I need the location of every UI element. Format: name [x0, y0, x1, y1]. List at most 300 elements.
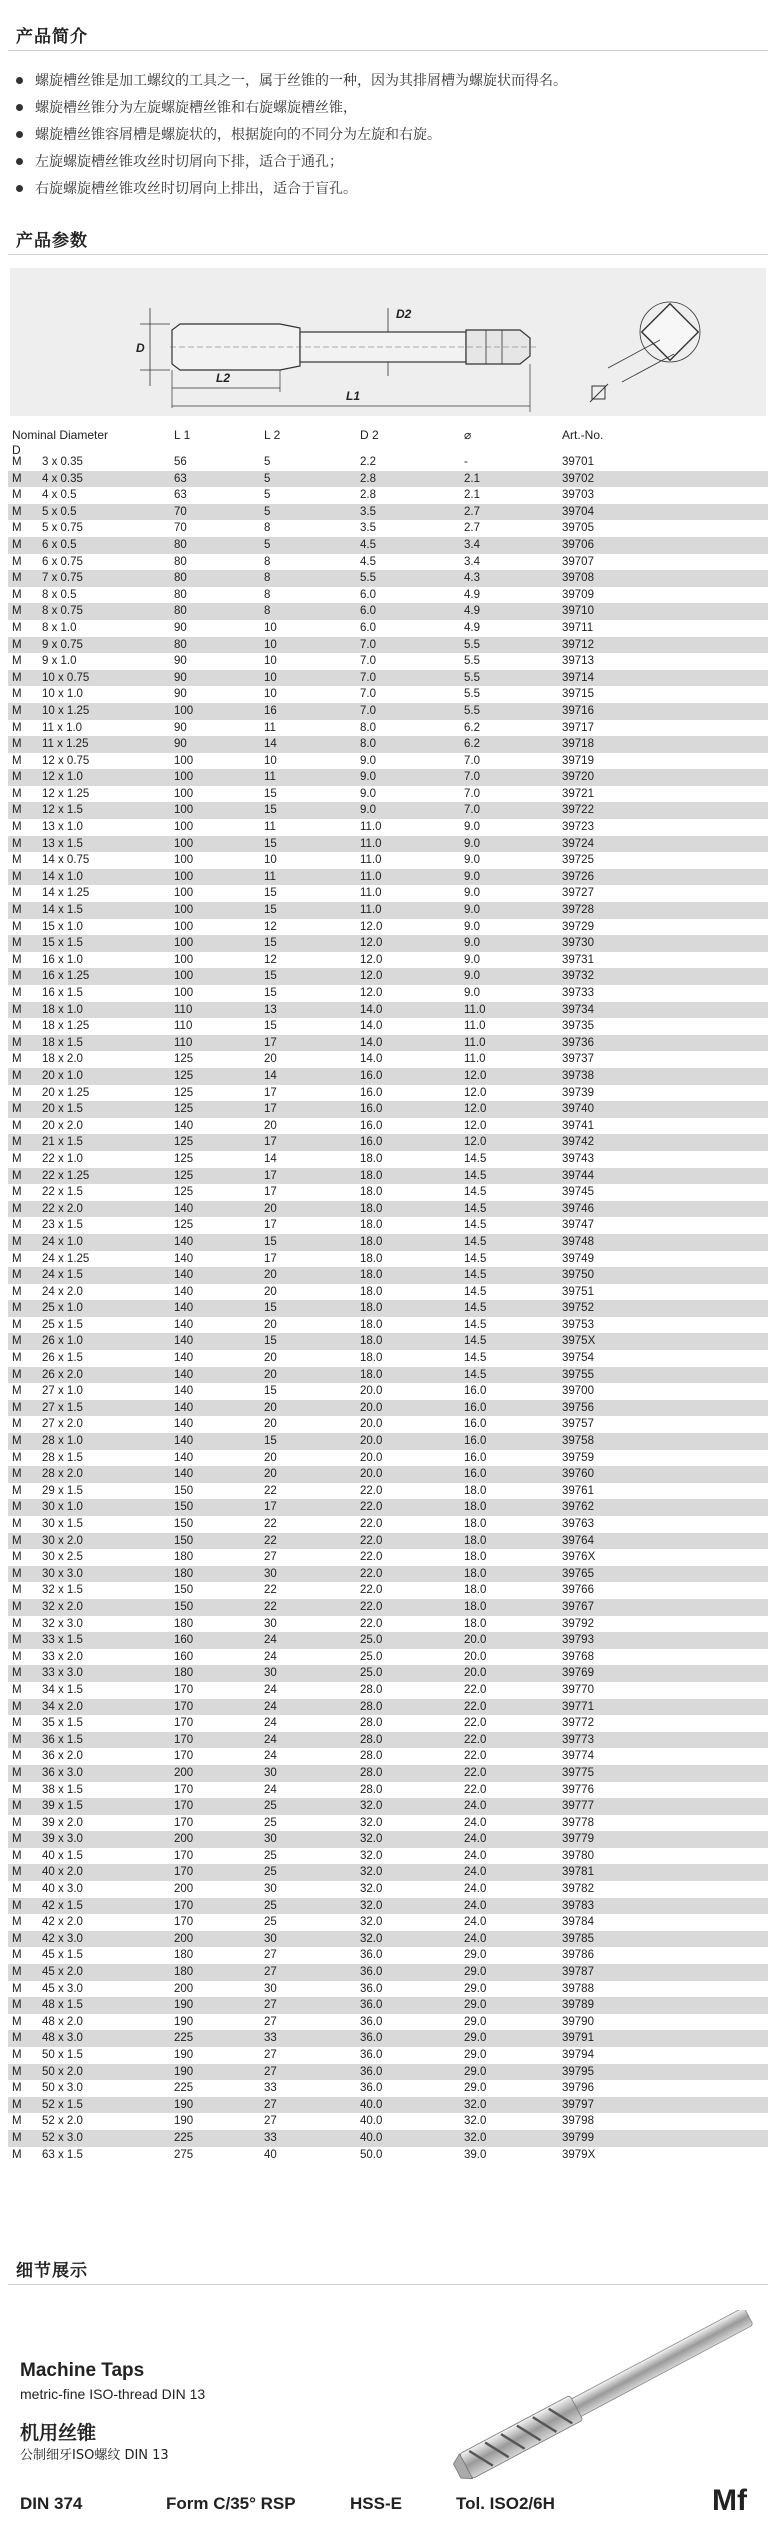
- cell-diameter: 22 x 1.5: [42, 1186, 83, 1199]
- cell-l2: 17: [264, 1169, 277, 1182]
- table-row: [8, 836, 768, 853]
- cell-l2: 20: [264, 1418, 277, 1431]
- cell-l1: 190: [174, 2015, 194, 2028]
- cell-diameter: 40 x 3.0: [42, 1883, 83, 1896]
- cell-square: 16.0: [464, 1418, 487, 1431]
- cell-square: 3.4: [464, 555, 480, 568]
- cell-prefix: M: [12, 1634, 22, 1647]
- cell-art-no: 39790: [562, 2015, 594, 2028]
- cell-l2: 20: [264, 1119, 277, 1132]
- cell-l1: 70: [174, 522, 187, 535]
- cell-diameter: 48 x 1.5: [42, 1999, 83, 2012]
- cell-art-no: 39775: [562, 1766, 594, 1779]
- table-row: [8, 554, 768, 571]
- intro-item-text: 螺旋槽丝锥是加工螺纹的工具之一，属于丝锥的一种，因为其排屑槽为螺旋状而得名。: [35, 73, 567, 89]
- table-row: [8, 2147, 768, 2164]
- cell-d2: 36.0: [360, 1966, 383, 1979]
- cell-prefix: M: [12, 904, 22, 917]
- cell-d2: 18.0: [360, 1335, 383, 1348]
- cell-diameter: 20 x 1.5: [42, 1103, 83, 1116]
- cell-l2: 15: [264, 887, 277, 900]
- cell-square: 24.0: [464, 1883, 487, 1896]
- cell-l1: 275: [174, 2148, 194, 2161]
- cell-square: 7.0: [464, 754, 480, 767]
- cell-l2: 17: [264, 1219, 277, 1232]
- cell-prefix: M: [12, 1252, 22, 1265]
- cell-square: 2.7: [464, 505, 480, 518]
- cell-l2: 25: [264, 1849, 277, 1862]
- cell-diameter: 10 x 0.75: [42, 671, 90, 684]
- intro-list: [16, 68, 766, 203]
- cell-l2: 10: [264, 671, 277, 684]
- cell-prefix: M: [12, 837, 22, 850]
- table-row: [8, 1981, 768, 1998]
- cell-l2: 8: [264, 572, 271, 585]
- cell-prefix: M: [12, 1103, 22, 1116]
- cell-art-no: 39781: [562, 1866, 594, 1879]
- header-nominal: Nominal Diameter: [12, 428, 109, 442]
- cell-d2: 5.5: [360, 572, 376, 585]
- cell-square: 29.0: [464, 1982, 487, 1995]
- cell-prefix: M: [12, 870, 22, 883]
- cell-prefix: M: [12, 1202, 22, 1215]
- cell-l2: 15: [264, 1435, 277, 1448]
- table-row: [8, 637, 768, 654]
- cell-l1: 140: [174, 1451, 194, 1464]
- cell-prefix: M: [12, 1219, 22, 1232]
- cell-diameter: 48 x 2.0: [42, 2015, 83, 2028]
- cell-l2: 24: [264, 1650, 277, 1663]
- cell-square: 14.5: [464, 1202, 487, 1215]
- cell-diameter: 18 x 1.5: [42, 1036, 83, 1049]
- cell-diameter: 39 x 1.5: [42, 1800, 83, 1813]
- table-row: [8, 1798, 768, 1815]
- cell-prefix: M: [12, 970, 22, 983]
- cell-d2: 12.0: [360, 953, 383, 966]
- cell-art-no: 39703: [562, 489, 594, 502]
- cell-diameter: 30 x 1.5: [42, 1518, 83, 1530]
- cell-d2: 36.0: [360, 1982, 383, 1995]
- cell-prefix: M: [12, 605, 22, 618]
- cell-d2: 11.0: [360, 870, 382, 883]
- table-row: [8, 786, 768, 803]
- cell-art-no: 39735: [562, 1020, 594, 1033]
- table-row: [8, 2014, 768, 2031]
- cell-square: 29.0: [464, 2082, 487, 2095]
- cell-square: 24.0: [464, 1800, 487, 1813]
- cell-art-no: 39742: [562, 1136, 594, 1149]
- cell-diameter: 52 x 1.5: [42, 2098, 83, 2111]
- cell-d2: 9.0: [360, 804, 376, 817]
- cell-l1: 80: [174, 605, 187, 618]
- table-row: [8, 1300, 768, 1317]
- cell-diameter: 11 x 1.25: [42, 738, 89, 751]
- cell-prefix: M: [12, 721, 22, 734]
- cell-square: 2.1: [464, 472, 480, 485]
- cell-diameter: 42 x 3.0: [42, 1932, 83, 1945]
- cell-l1: 190: [174, 2115, 194, 2128]
- cell-diameter: 28 x 1.0: [42, 1435, 83, 1448]
- cell-l1: 170: [174, 1717, 194, 1730]
- cell-d2: 14.0: [360, 1003, 383, 1016]
- cell-l1: 100: [174, 821, 194, 834]
- table-row: [8, 736, 768, 753]
- cell-l2: 15: [264, 904, 277, 917]
- cell-l2: 5: [264, 456, 271, 468]
- cell-l1: 100: [174, 854, 194, 867]
- cell-square: 16.0: [464, 1401, 487, 1414]
- dim-d-label: D: [136, 341, 145, 355]
- cell-art-no: 39719: [562, 754, 594, 767]
- cell-l1: 100: [174, 920, 194, 933]
- cell-diameter: 26 x 1.5: [42, 1352, 83, 1365]
- cell-square: 24.0: [464, 1849, 487, 1862]
- cell-l1: 125: [174, 1053, 194, 1066]
- cell-diameter: 22 x 2.0: [42, 1202, 83, 1215]
- cell-prefix: M: [12, 2065, 22, 2078]
- cell-prefix: M: [12, 1866, 22, 1879]
- cell-prefix: M: [12, 2098, 22, 2111]
- cell-square: 2.7: [464, 522, 480, 535]
- cell-l2: 15: [264, 970, 277, 983]
- cell-d2: 22.0: [360, 1484, 383, 1497]
- cell-diameter: 30 x 1.0: [42, 1501, 83, 1514]
- cell-l1: 90: [174, 688, 187, 701]
- table-row: [8, 1035, 768, 1052]
- cell-art-no: 39741: [562, 1119, 594, 1132]
- cell-art-no: 39739: [562, 1086, 594, 1099]
- cell-d2: 32.0: [360, 1800, 383, 1813]
- cell-art-no: 39705: [562, 522, 594, 535]
- cell-diameter: 10 x 1.0: [42, 688, 83, 701]
- cell-l1: 180: [174, 1966, 194, 1979]
- cell-square: 9.0: [464, 837, 480, 850]
- cell-d2: 18.0: [360, 1368, 383, 1381]
- cell-prefix: M: [12, 1484, 22, 1497]
- cell-art-no: 39766: [562, 1584, 594, 1597]
- cell-square: 22.0: [464, 1733, 487, 1746]
- cell-square: 18.0: [464, 1584, 487, 1597]
- cell-l1: 170: [174, 1750, 194, 1763]
- table-row: [8, 2064, 768, 2081]
- table-header: [8, 424, 768, 457]
- cell-prefix: M: [12, 1733, 22, 1746]
- cell-d2: 16.0: [360, 1086, 383, 1099]
- cell-d2: 50.0: [360, 2148, 383, 2161]
- cell-art-no: 39791: [562, 2032, 594, 2045]
- cell-square: 14.5: [464, 1368, 487, 1381]
- table-row: [8, 1682, 768, 1699]
- cell-diameter: 27 x 1.5: [42, 1401, 83, 1414]
- cell-art-no: 39729: [562, 920, 594, 933]
- table-row: [8, 1018, 768, 1035]
- cell-prefix: M: [12, 1152, 22, 1165]
- cell-l1: 125: [174, 1086, 194, 1099]
- cell-d2: 18.0: [360, 1285, 383, 1298]
- cell-prefix: M: [12, 1086, 22, 1099]
- cell-d2: 8.0: [360, 721, 376, 734]
- cell-square: 39.0: [464, 2148, 487, 2161]
- cell-diameter: 27 x 1.0: [42, 1385, 83, 1398]
- cell-prefix: M: [12, 1136, 22, 1149]
- cell-art-no: 39798: [562, 2115, 594, 2128]
- cell-art-no: 39773: [562, 1733, 594, 1746]
- cell-l1: 100: [174, 953, 194, 966]
- cell-l2: 12: [264, 920, 277, 933]
- spec-material: HSS-E: [350, 2494, 402, 2513]
- cell-square: 29.0: [464, 1999, 487, 2012]
- cell-square: 5.5: [464, 704, 480, 717]
- product-sub-en: metric-fine ISO-thread DIN 13: [20, 2386, 206, 2402]
- cell-l1: 170: [174, 1866, 194, 1879]
- cell-diameter: 11 x 1.0: [42, 721, 83, 734]
- cell-d2: 22.0: [360, 1534, 383, 1547]
- cell-d2: 40.0: [360, 2098, 383, 2111]
- cell-art-no: 39789: [562, 1999, 594, 2012]
- cell-l2: 24: [264, 1634, 277, 1647]
- cell-l2: 30: [264, 1567, 277, 1580]
- cell-prefix: M: [12, 1352, 22, 1365]
- cell-diameter: 16 x 1.0: [42, 953, 83, 966]
- cell-art-no: 39799: [562, 2131, 594, 2144]
- header-d2: D 2: [360, 428, 379, 442]
- cell-l1: 200: [174, 1833, 194, 1846]
- cell-l1: 140: [174, 1269, 194, 1282]
- cell-art-no: 39744: [562, 1169, 594, 1182]
- cell-prefix: M: [12, 1916, 22, 1929]
- table-row: [8, 2130, 768, 2147]
- table-row: [8, 1201, 768, 1218]
- cell-l2: 14: [264, 738, 277, 751]
- table-row: [8, 1732, 768, 1749]
- cell-diameter: 32 x 2.0: [42, 1600, 83, 1613]
- cell-art-no: 3975X: [562, 1335, 596, 1348]
- cell-l2: 20: [264, 1401, 277, 1414]
- cell-d2: 11.0: [360, 821, 382, 834]
- cell-l1: 190: [174, 2098, 194, 2111]
- cell-square: 24.0: [464, 1932, 487, 1945]
- cell-l1: 140: [174, 1318, 194, 1331]
- cell-art-no: 39743: [562, 1152, 594, 1165]
- cell-diameter: 24 x 1.0: [42, 1235, 83, 1248]
- cell-diameter: 9 x 0.75: [42, 638, 83, 651]
- cell-l1: 160: [174, 1650, 194, 1663]
- cell-art-no: 39736: [562, 1036, 594, 1049]
- cell-l2: 27: [264, 2065, 277, 2078]
- cell-square: 9.0: [464, 987, 480, 999]
- cell-d2: 18.0: [360, 1219, 383, 1232]
- cell-art-no: 39787: [562, 1966, 594, 1979]
- cell-prefix: M: [12, 887, 22, 900]
- table-row: [8, 902, 768, 919]
- table-row: [8, 1416, 768, 1433]
- cell-l2: 25: [264, 1866, 277, 1879]
- tap-dimension-diagram: [10, 268, 766, 416]
- cell-prefix: M: [12, 1783, 22, 1796]
- cell-l1: 170: [174, 1849, 194, 1862]
- cell-square: 14.5: [464, 1186, 487, 1199]
- cell-diameter: 45 x 3.0: [42, 1982, 83, 1995]
- cell-square: 3.4: [464, 538, 480, 551]
- table-row: [8, 1466, 768, 1483]
- cell-l1: 100: [174, 987, 194, 999]
- intro-item: [16, 176, 766, 203]
- cell-l2: 27: [264, 2115, 277, 2128]
- cell-square: 29.0: [464, 2032, 487, 2045]
- bullet-icon: [16, 185, 23, 192]
- cell-l1: 140: [174, 1285, 194, 1298]
- cell-prefix: M: [12, 953, 22, 966]
- table-row: [8, 1947, 768, 1964]
- cell-l2: 24: [264, 1750, 277, 1763]
- cell-art-no: 39767: [562, 1600, 594, 1613]
- cell-l2: 10: [264, 655, 277, 668]
- cell-prefix: M: [12, 1534, 22, 1547]
- cell-l1: 170: [174, 1916, 194, 1929]
- cell-d2: 18.0: [360, 1152, 383, 1165]
- cell-square: 6.2: [464, 738, 480, 751]
- detail-divider: [8, 2284, 768, 2285]
- cell-square: 18.0: [464, 1518, 487, 1530]
- cell-prefix: M: [12, 787, 22, 800]
- cell-l2: 24: [264, 1683, 277, 1696]
- cell-diameter: 18 x 1.0: [42, 1003, 83, 1016]
- cell-art-no: 39783: [562, 1899, 594, 1912]
- table-row: [8, 1433, 768, 1450]
- cell-d2: 18.0: [360, 1318, 383, 1331]
- cell-art-no: 39730: [562, 937, 594, 950]
- cell-l1: 100: [174, 904, 194, 917]
- cell-art-no: 39710: [562, 605, 594, 618]
- cell-art-no: 39715: [562, 688, 594, 701]
- intro-item: [16, 149, 766, 176]
- cell-art-no: 39709: [562, 588, 594, 601]
- cell-square: 14.5: [464, 1269, 487, 1282]
- cell-l1: 180: [174, 1567, 194, 1580]
- cell-prefix: M: [12, 472, 22, 485]
- cell-square: 32.0: [464, 2098, 487, 2111]
- cell-art-no: 39745: [562, 1186, 594, 1199]
- spec-tolerance: Tol. ISO2/6H: [456, 2494, 555, 2513]
- cell-art-no: 39760: [562, 1468, 594, 1481]
- cell-l2: 14: [264, 1069, 277, 1082]
- cell-l1: 170: [174, 1783, 194, 1796]
- cell-l1: 80: [174, 555, 187, 568]
- cell-prefix: M: [12, 1667, 22, 1680]
- cell-l1: 200: [174, 1766, 194, 1779]
- table-row: [8, 1085, 768, 1102]
- cell-square: 14.5: [464, 1302, 487, 1315]
- cell-prefix: M: [12, 1883, 22, 1896]
- cell-diameter: 32 x 3.0: [42, 1617, 83, 1630]
- table-row: [8, 720, 768, 737]
- cell-square: 18.0: [464, 1551, 487, 1564]
- cell-l1: 140: [174, 1119, 194, 1132]
- cell-d2: 40.0: [360, 2131, 383, 2144]
- table-row: [8, 1516, 768, 1533]
- cell-l1: 140: [174, 1202, 194, 1215]
- cell-diameter: 21 x 1.5: [42, 1136, 83, 1149]
- cell-d2: 32.0: [360, 1883, 383, 1896]
- table-row: [8, 968, 768, 985]
- cell-d2: 20.0: [360, 1451, 383, 1464]
- cell-l1: 160: [174, 1634, 194, 1647]
- table-row: [8, 919, 768, 936]
- cell-l2: 11: [264, 821, 276, 834]
- cell-square: 24.0: [464, 1866, 487, 1879]
- table-row: [8, 1234, 768, 1251]
- table-row: [8, 1400, 768, 1417]
- cell-prefix: M: [12, 1435, 22, 1448]
- cell-l2: 15: [264, 837, 277, 850]
- cell-d2: 6.0: [360, 588, 376, 601]
- table-row: [8, 1649, 768, 1666]
- cell-diameter: 12 x 1.25: [42, 787, 90, 800]
- cell-square: 16.0: [464, 1451, 487, 1464]
- cell-prefix: M: [12, 572, 22, 585]
- cell-diameter: 36 x 2.0: [42, 1750, 83, 1763]
- cell-prefix: M: [12, 621, 22, 634]
- cell-square: 11.0: [464, 1020, 486, 1033]
- cell-diameter: 13 x 1.0: [42, 821, 83, 834]
- cell-l2: 30: [264, 1833, 277, 1846]
- cell-art-no: 39751: [562, 1285, 594, 1298]
- cell-l1: 170: [174, 1733, 194, 1746]
- table-row: [8, 1782, 768, 1799]
- cell-l1: 100: [174, 937, 194, 950]
- cell-l2: 20: [264, 1202, 277, 1215]
- table-row: [8, 1267, 768, 1284]
- cell-l2: 27: [264, 1999, 277, 2012]
- cell-prefix: M: [12, 538, 22, 551]
- cell-square: 9.0: [464, 920, 480, 933]
- cell-l1: 56: [174, 456, 187, 468]
- cell-diameter: 50 x 1.5: [42, 2049, 83, 2061]
- cell-l1: 200: [174, 1932, 194, 1945]
- cell-art-no: 39713: [562, 655, 594, 668]
- table-row: [8, 1864, 768, 1881]
- cell-d2: 25.0: [360, 1667, 383, 1680]
- cell-art-no: 39762: [562, 1501, 594, 1514]
- cell-square: 4.3: [464, 572, 480, 585]
- cell-art-no: 39722: [562, 804, 594, 817]
- cell-art-no: 39704: [562, 505, 594, 518]
- params-divider: [8, 254, 768, 255]
- table-row: [8, 935, 768, 952]
- cell-art-no: 39768: [562, 1650, 594, 1663]
- cell-diameter: 34 x 2.0: [42, 1700, 83, 1713]
- cell-art-no: 39749: [562, 1252, 594, 1265]
- cell-d2: 28.0: [360, 1683, 383, 1696]
- cell-diameter: 30 x 2.5: [42, 1551, 83, 1564]
- cell-d2: 36.0: [360, 2032, 383, 2045]
- cell-diameter: 50 x 3.0: [42, 2082, 83, 2095]
- cell-l1: 225: [174, 2032, 194, 2045]
- cell-diameter: 20 x 2.0: [42, 1119, 83, 1132]
- table-row: [8, 504, 768, 521]
- cell-l2: 8: [264, 522, 271, 535]
- cell-d2: 4.5: [360, 538, 376, 551]
- cell-d2: 28.0: [360, 1766, 383, 1779]
- cell-l1: 140: [174, 1252, 194, 1265]
- cell-d2: 22.0: [360, 1551, 383, 1564]
- cell-square: 14.5: [464, 1169, 487, 1182]
- cell-l2: 12: [264, 953, 277, 966]
- cell-l2: 15: [264, 937, 277, 950]
- cell-diameter: 3 x 0.35: [42, 456, 83, 468]
- cell-l1: 100: [174, 870, 194, 883]
- square-symbol-icon: [592, 386, 605, 399]
